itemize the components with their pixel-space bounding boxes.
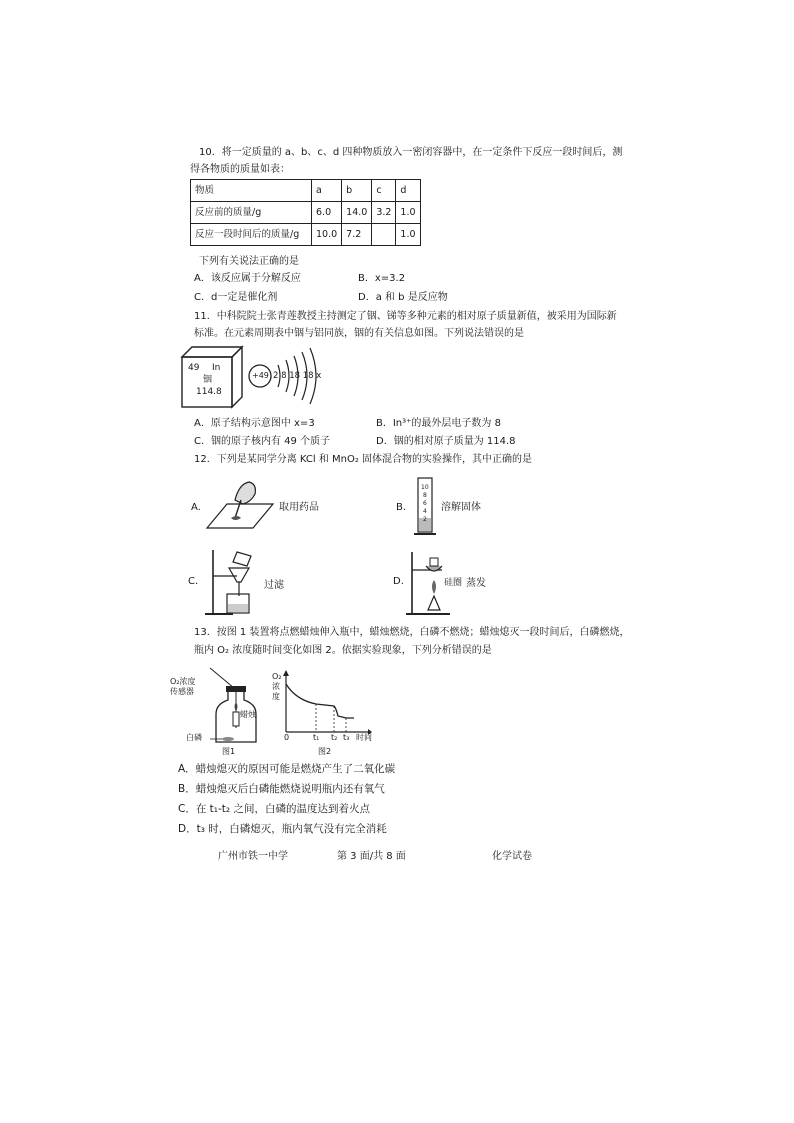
table-row (191, 224, 421, 246)
q11-option-d: D．铟的相对原子质量为 114.8 (376, 436, 516, 447)
sensor-label-2: 传感器 (170, 687, 194, 696)
footer-subject: 化学试卷 (492, 851, 532, 862)
element-symbol: In (212, 363, 221, 373)
q13-option-a: A．蜡烛熄灭的原因可能是燃烧产生了二氧化碳 (178, 763, 396, 775)
cylinder-mark: 8 (423, 492, 427, 499)
q11-option-b: B．In³⁺的最外层电子数为 8 (376, 418, 501, 429)
electron-shells: 2 8 18 18 x (273, 371, 322, 381)
cylinder-mark: 6 (423, 500, 427, 507)
q12-b-letter: B. (396, 502, 407, 513)
element-mass: 114.8 (196, 387, 222, 397)
cylinder-mark: 4 (423, 508, 427, 515)
q12-d-label: 蒸发 (466, 578, 486, 589)
table-cell: 7.2 (342, 224, 372, 246)
table-header-cell: b (342, 180, 372, 202)
table-header-cell: d (396, 180, 420, 202)
q13-option-c: C．在 t₁-t₂ 之间，白磷的温度达到着火点 (178, 803, 370, 815)
element-name: 铟 (203, 375, 213, 385)
table-cell (372, 224, 396, 246)
cylinder-mark: 2 (423, 516, 427, 523)
q11-line2: 标准。在元素周期表中铟与铝同族，铟的有关信息如图。下列说法错误的是 (194, 328, 524, 339)
phosphorus-label: 白磷 (186, 733, 202, 742)
mass-table (190, 179, 421, 246)
cylinder-mark: 10 (421, 484, 429, 491)
fig1-caption: 图1 (222, 747, 236, 756)
q13-line2: 瓶内 O₂ 浓度随时间变化如图 2。依据实验现象，下列分析错误的是 (194, 645, 492, 656)
footer-school: 广州市铁一中学 (218, 851, 288, 862)
table-cell: 反应前的质量/g (191, 202, 312, 224)
q12-b-label: 溶解固体 (441, 502, 481, 513)
nucleus-charge: +49 (252, 371, 269, 380)
candle-label: 蜡烛 (240, 710, 256, 719)
q11-option-a: A．原子结构示意图中 x=3 (194, 418, 315, 429)
element-number: 49 (188, 363, 200, 373)
fig2-ylabel-2: 浓 (272, 682, 280, 691)
q10-option-d: D．a 和 b 是反应物 (358, 292, 448, 303)
filtration-setup-icon (203, 548, 263, 618)
footer-page: 第 3 面/共 8 面 (337, 851, 406, 862)
fig2-xlabel: 时间 (356, 733, 372, 742)
fig2-ylabel-1: O₂ (272, 672, 282, 681)
table-cell: 3.2 (372, 202, 396, 224)
q13-option-b: B．蜡烛熄灭后白磷能燃烧说明瓶内还有氧气 (178, 783, 385, 795)
q12-c-letter: C. (188, 576, 199, 587)
table-row (191, 180, 421, 202)
q12-a-label: 取用药品 (279, 502, 319, 513)
q11-option-c: C．铟的原子核内有 49 个质子 (194, 436, 331, 447)
fig2-t1: t₁ (313, 733, 320, 742)
table-cell: 1.0 (396, 224, 420, 246)
q10-stem: 下列有关说法正确的是 (199, 256, 299, 267)
q13-option-d: D．t₃ 时，白磷熄灭，瓶内氧气没有完全消耗 (178, 823, 387, 835)
q11-line1: 11．中科院院士张青莲教授主持测定了铟、锑等多种元素的相对原子质量新值，被采用为国际新 (194, 311, 617, 322)
table-cell: 6.0 (312, 202, 342, 224)
sensor-label-1: O₂浓度 (170, 677, 196, 686)
table-header-cell: c (372, 180, 396, 202)
fig2-ylabel-3: 度 (272, 692, 280, 701)
table-cell: 10.0 (312, 224, 342, 246)
q13-line1: 13．按图 1 装置将点燃蜡烛伸入瓶中，蜡烛燃烧，白磷不燃烧；蜡烛熄灭一段时间后，白磷燃烧， (194, 627, 630, 638)
jar-apparatus-icon (208, 666, 264, 748)
fig2-t3: t₃ (343, 733, 350, 742)
q10-option-b: B．x=3.2 (358, 273, 406, 284)
table-row (191, 202, 421, 224)
q10-line1: 10．将一定质量的 a、b、c、d 四种物质放入一密闭容器中，在一定条件下反应一段时间后，测 (199, 147, 623, 158)
fig2-t2: t₂ (331, 733, 338, 742)
q12-line1: 12．下列是某同学分离 KCl 和 MnO₂ 固体混合物的实验操作，其中正确的是 (194, 454, 533, 465)
fig2-origin: 0 (284, 733, 290, 742)
q12-c-label: 过滤 (264, 580, 284, 591)
spatula-hand-icon (205, 478, 275, 533)
table-header-cell: 物质 (191, 180, 312, 202)
q10-line2: 得各物质的质量如表： (190, 164, 290, 175)
q10-option-c: C．d一定是催化剂 (194, 292, 278, 303)
fig2-caption: 图2 (318, 747, 332, 756)
table-cell: 反应一段时间后的质量/g (191, 224, 312, 246)
table-cell: 1.0 (396, 202, 420, 224)
table-cell: 14.0 (342, 202, 372, 224)
oxygen-curve-graph (282, 670, 372, 738)
q12-d-tag: 硅圈 (444, 578, 463, 588)
element-cube-icon (180, 345, 250, 410)
q10-option-a: A．该反应属于分解反应 (194, 273, 301, 284)
q12-d-letter: D. (393, 576, 404, 587)
table-header-cell: a (312, 180, 342, 202)
q12-a-letter: A. (191, 502, 201, 513)
